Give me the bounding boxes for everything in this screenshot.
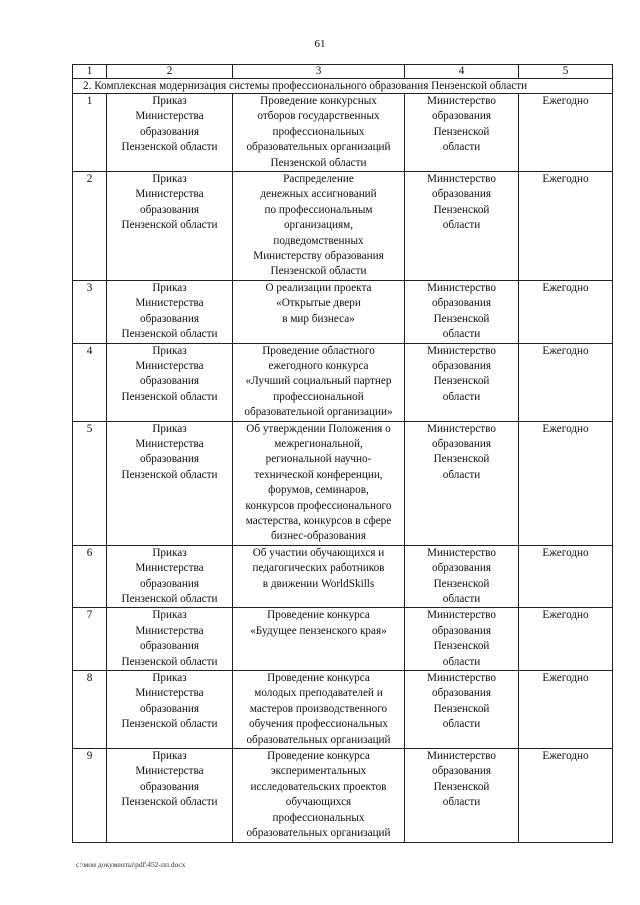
deadline-cell: Ежегодно <box>519 343 613 421</box>
table-row <box>73 671 613 749</box>
deadline-cell: Ежегодно <box>519 172 613 281</box>
deadline-cell: Ежегодно <box>519 545 613 608</box>
deadline-cell: Ежегодно <box>519 608 613 671</box>
document-type-cell: Приказ Министерства образования Пензенской области <box>107 343 233 421</box>
measure-name-cell: Об участии обучающихся и педагогических работников в движении WorldSkills <box>233 545 405 608</box>
executor-cell: Министерство образования Пензенской области <box>405 749 519 842</box>
row-number-cell: 5 <box>73 421 107 545</box>
file-path-footer: c:\мои документы\pdf\452-пп.docx <box>76 860 186 869</box>
section-row <box>73 79 613 94</box>
section-title: 2. Комплексная модернизация системы профессионального образования Пензенской области <box>73 79 613 94</box>
executor-cell: Министерство образования Пензенской области <box>405 343 519 421</box>
table-row <box>73 421 613 545</box>
measure-name-cell: О реализации проекта «Открытые двери в мир бизнеса» <box>233 280 405 343</box>
measures-table <box>72 64 613 843</box>
document-type-cell: Приказ Министерства образования Пензенской области <box>107 749 233 842</box>
measure-name-cell: Об утверждении Положения о межрегиональной, региональной научно- технической конференции, форумов, семинаров, конкурсов профессионального мастерства, конкурсов в сфере бизнес-образования <box>233 421 405 545</box>
measure-name-cell: Проведение конкурса экспериментальных исследовательских проектов обучающихся профессиональных образовательных организаций <box>233 749 405 842</box>
row-number-cell: 7 <box>73 608 107 671</box>
row-number-cell: 9 <box>73 749 107 842</box>
header-cell-1: 1 <box>73 65 107 79</box>
header-cell-2: 2 <box>107 65 233 79</box>
executor-cell: Министерство образования Пензенской области <box>405 280 519 343</box>
executor-cell: Министерство образования Пензенской области <box>405 608 519 671</box>
executor-cell: Министерство образования Пензенской области <box>405 94 519 172</box>
row-number-cell: 1 <box>73 94 107 172</box>
table-row <box>73 545 613 608</box>
table-row <box>73 94 613 172</box>
executor-cell: Министерство образования Пензенской области <box>405 172 519 281</box>
executor-cell: Министерство образования Пензенской области <box>405 545 519 608</box>
deadline-cell: Ежегодно <box>519 421 613 545</box>
executor-cell: Министерство образования Пензенской области <box>405 421 519 545</box>
row-number-cell: 2 <box>73 172 107 281</box>
measure-name-cell: Проведение конкурса молодых преподавателей и мастеров производственного обучения профессиональных образовательных организаций <box>233 671 405 749</box>
deadline-cell: Ежегодно <box>519 94 613 172</box>
document-type-cell: Приказ Министерства образования Пензенской области <box>107 280 233 343</box>
document-type-cell: Приказ Министерства образования Пензенской области <box>107 421 233 545</box>
measure-name-cell: Проведение конкурсных отборов государственных профессиональных образовательных организаций Пензенской области <box>233 94 405 172</box>
header-cell-5: 5 <box>519 65 613 79</box>
header-row <box>73 65 613 79</box>
document-type-cell: Приказ Министерства образования Пензенской области <box>107 545 233 608</box>
table-body <box>73 65 613 843</box>
header-cell-3: 3 <box>233 65 405 79</box>
table-row <box>73 749 613 842</box>
row-number-cell: 3 <box>73 280 107 343</box>
deadline-cell: Ежегодно <box>519 671 613 749</box>
table-row <box>73 172 613 281</box>
row-number-cell: 6 <box>73 545 107 608</box>
page-number: 61 <box>314 38 326 50</box>
executor-cell: Министерство образования Пензенской области <box>405 671 519 749</box>
table-row <box>73 608 613 671</box>
document-type-cell: Приказ Министерства образования Пензенской области <box>107 172 233 281</box>
document-type-cell: Приказ Министерства образования Пензенской области <box>107 94 233 172</box>
document-type-cell: Приказ Министерства образования Пензенской области <box>107 608 233 671</box>
table-row <box>73 343 613 421</box>
measure-name-cell: Распределение денежных ассигнований по профессиональным организациям, подведомственных Министерству образования Пензенской области <box>233 172 405 281</box>
row-number-cell: 4 <box>73 343 107 421</box>
deadline-cell: Ежегодно <box>519 749 613 842</box>
deadline-cell: Ежегодно <box>519 280 613 343</box>
table-row <box>73 280 613 343</box>
measure-name-cell: Проведение областного ежегодного конкурса «Лучший социальный партнер профессиональной образовательной организации» <box>233 343 405 421</box>
document-type-cell: Приказ Министерства образования Пензенской области <box>107 671 233 749</box>
measure-name-cell: Проведение конкурса «Будущее пензенского края» <box>233 608 405 671</box>
header-cell-4: 4 <box>405 65 519 79</box>
row-number-cell: 8 <box>73 671 107 749</box>
